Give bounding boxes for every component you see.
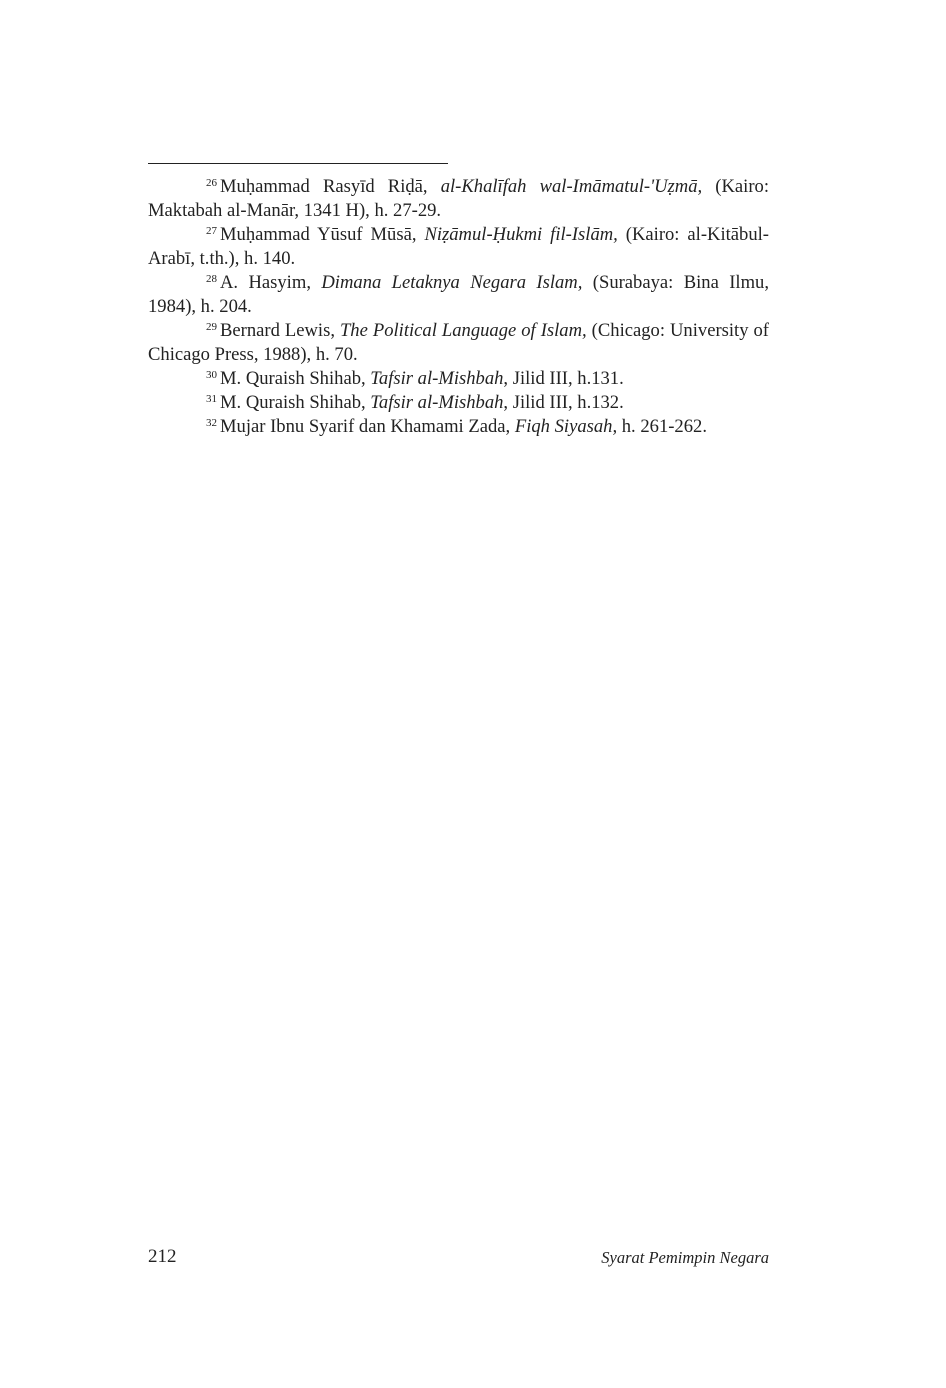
footnote-publication: h. 261-262. <box>617 416 707 437</box>
footnote-31 <box>148 391 769 415</box>
page-number: 212 <box>148 1246 177 1267</box>
footnote-title: Dimana Letaknya Negara Islam, <box>321 272 583 293</box>
footnote-separator <box>148 163 448 164</box>
footnote-author: M. Quraish Shihab, <box>220 368 371 389</box>
footnote-number: 30 <box>206 369 217 381</box>
footnote-28 <box>148 271 769 319</box>
footnote-author: A. Hasyim, <box>220 272 322 293</box>
footnote-publication: (Surabaya: Bina Ilmu, 1984), h. 204. <box>148 272 770 317</box>
footnote-title: The Political Language of Islam, <box>339 320 587 341</box>
footnote-number: 31 <box>206 393 217 405</box>
footnotes <box>148 175 769 439</box>
footnote-title: Fiqh Siyasah, <box>514 416 618 437</box>
footnote-title: Niẓāmul-Ḥukmi fil-Islām, <box>424 224 618 245</box>
footnote-number: 26 <box>206 177 217 189</box>
footnote-number: 29 <box>206 321 217 333</box>
footnote-title: Tafsir al-Mishbah <box>370 368 504 389</box>
footnote-publication: , Jilid III, h.132. <box>503 392 624 413</box>
footnote-publication: (Kairo: Maktabah al-Manār, 1341 H), h. 27-29. <box>148 176 769 221</box>
running-title: Syarat Pemimpin Negara <box>601 1248 769 1267</box>
footnote-title: Tafsir al-Mishbah <box>370 392 504 413</box>
footnote-author: Muḥammad Rasyīd Riḍā, <box>220 176 441 197</box>
footnote-author: M. Quraish Shihab, <box>220 392 371 413</box>
footnote-publication: , Jilid III, h.131. <box>503 368 624 389</box>
footnote-number: 28 <box>206 273 217 285</box>
footnote-number: 27 <box>206 225 217 237</box>
footnote-32 <box>148 415 769 439</box>
footnote-27 <box>148 223 769 271</box>
footnote-30 <box>148 367 769 391</box>
footnote-29 <box>148 319 769 367</box>
footnote-title: al-Khalīfah wal-Imāmatul-'Uẓmā, <box>440 176 703 197</box>
footnote-number: 32 <box>206 417 217 429</box>
footnote-author: Mujar Ibnu Syarif dan Khamami Zada, <box>220 416 515 437</box>
footnote-author: Bernard Lewis, <box>220 320 340 341</box>
footnote-26 <box>148 175 769 223</box>
footnote-publication: (Chicago: University of Chicago Press, 1988), h. 70. <box>148 320 769 365</box>
footnote-author: Muḥammad Yūsuf Mūsā, <box>220 224 425 245</box>
footnote-publication: (Kairo: al-Kitābul-Arabī, t.th.), h. 140. <box>148 224 770 269</box>
